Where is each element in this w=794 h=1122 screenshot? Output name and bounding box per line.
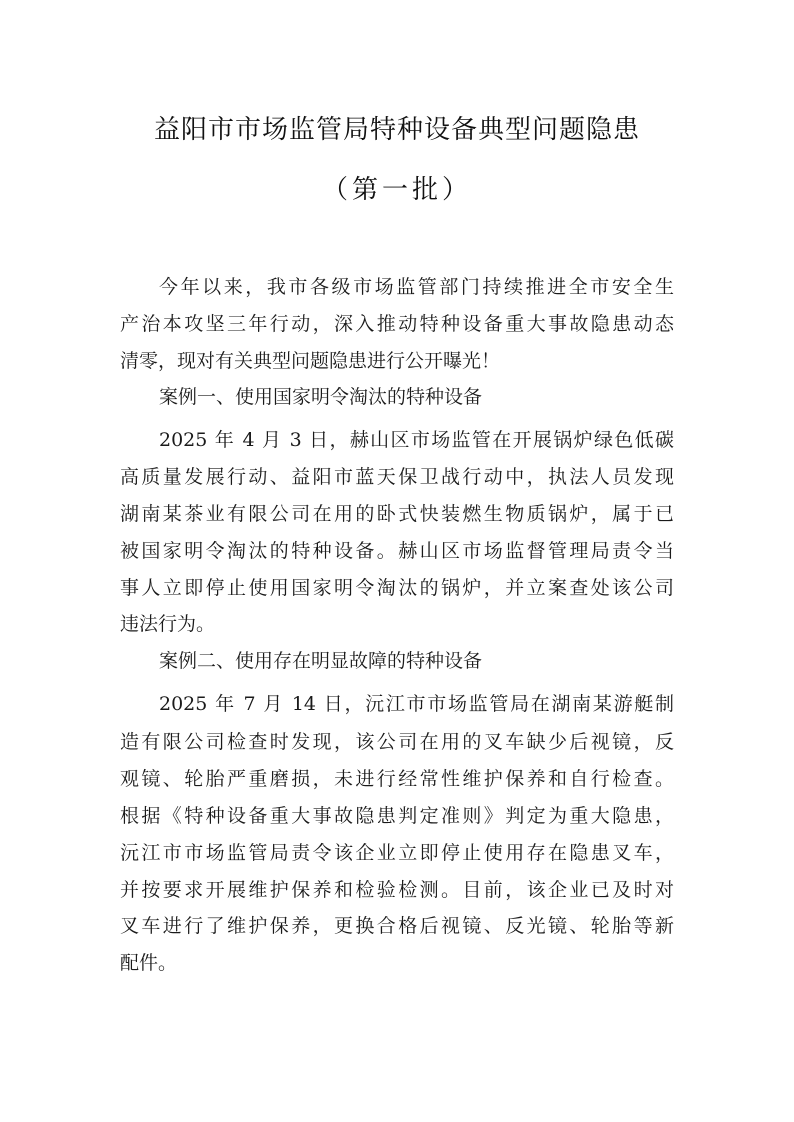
- case2-line: 造有限公司检查时发现，该公司在用的叉车缺少后视镜，反: [120, 731, 674, 753]
- case2-line: 2025 年 7 月 14 日，沅江市市场监管局在湖南某游艇制: [159, 693, 674, 715]
- case1-line: 高质量发展行动、益阳市蓝天保卫战行动中，执法人员发现: [120, 466, 674, 488]
- case2-line: 观镜、轮胎严重磨损，未进行经常性维护保养和自行检查。: [120, 768, 674, 790]
- intro-line: 产治本攻坚三年行动，深入推动特种设备重大事故隐患动态: [120, 313, 674, 335]
- intro-line: 今年以来，我市各级市场监管部门持续推进全市安全生: [159, 276, 674, 298]
- document-title: 益阳市市场监管局特种设备典型问题隐患: [153, 115, 640, 145]
- case2-line: 沅江市市场监管局责令该企业立即停止使用存在隐患叉车，: [120, 842, 674, 864]
- case1-line: 2025 年 4 月 3 日，赫山区市场监管在开展锅炉绿色低碳: [159, 429, 674, 451]
- case2-line: 并按要求开展维护保养和检验检测。目前，该企业已及时对: [120, 879, 674, 901]
- case1-line: 湖南某茶业有限公司在用的卧式快装燃生物质锅炉，属于已: [120, 503, 674, 525]
- case1-line: 事人立即停止使用国家明令淘汰的锅炉，并立案查处该公司: [120, 577, 674, 599]
- case1-line: 违法行为。: [120, 613, 216, 635]
- case2-line: 根据《特种设备重大事故隐患判定准则》判定为重大隐患，: [120, 805, 674, 827]
- case1-heading: 案例一、使用国家明令淘汰的特种设备: [159, 386, 483, 408]
- case2-line: 叉车进行了维护保养，更换合格后视镜、反光镜、轮胎等新: [120, 915, 674, 937]
- document-subtitle: （第一批）: [321, 175, 472, 205]
- case2-line: 配件。: [120, 952, 178, 974]
- case2-heading: 案例二、使用存在明显故障的特种设备: [159, 650, 483, 672]
- intro-line: 清零，现对有关典型问题隐患进行公开曝光！: [120, 350, 501, 372]
- case1-line: 被国家明令淘汰的特种设备。赫山区市场监督管理局责令当: [120, 540, 674, 562]
